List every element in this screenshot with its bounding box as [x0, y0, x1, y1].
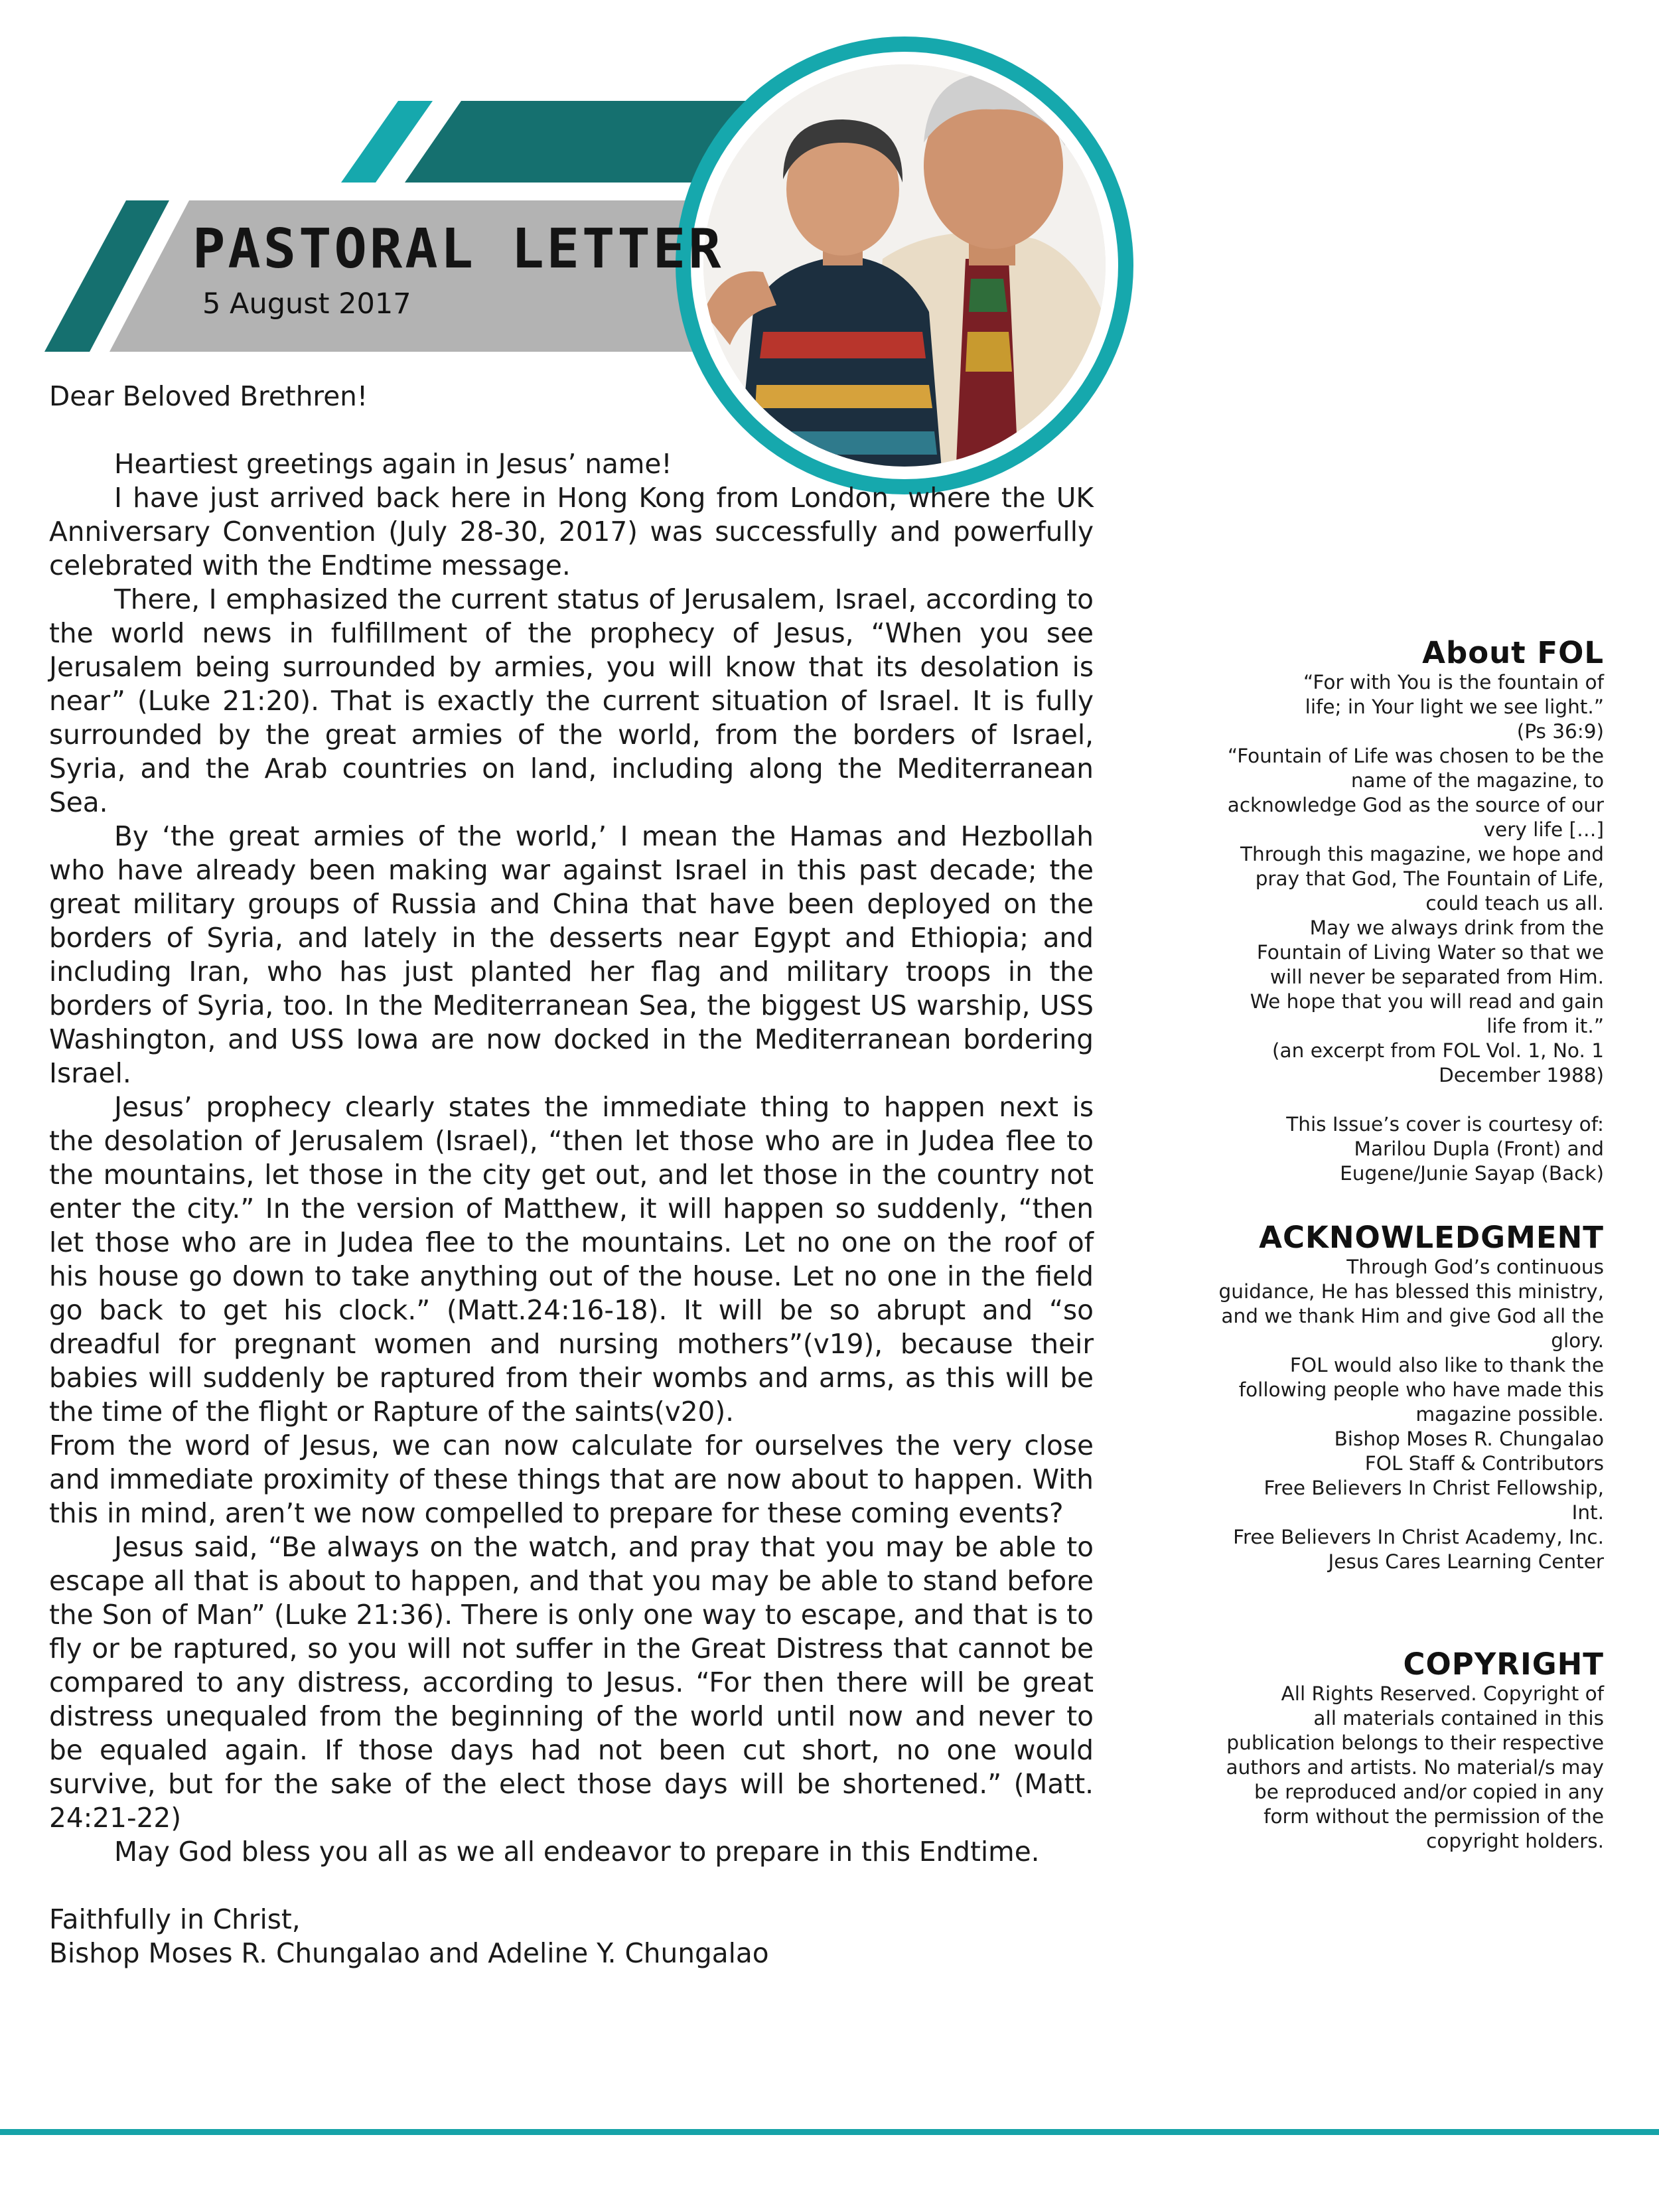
about-line: (an excerpt from FOL Vol. 1, No. 1 [1272, 1039, 1604, 1062]
acknowledgment-heading: ACKNOWLEDGMENT [1259, 1220, 1604, 1255]
copyright-line: be reproduced and/or copied in any [1254, 1781, 1604, 1803]
ack-line: following people who have made this [1238, 1378, 1604, 1401]
ack-line: and we thank Him and give God all the [1221, 1305, 1604, 1327]
copyright-line: all materials contained in this [1313, 1707, 1604, 1730]
about-line: May we always drink from the [1309, 917, 1604, 939]
about-line: (Ps 36:9) [1516, 720, 1604, 743]
about-line: “Fountain of Life was chosen to be the [1227, 745, 1604, 767]
letter-signature: Bishop Moses R. Chungalao and Adeline Y. Chungalao [49, 1937, 769, 1969]
letter-paragraph: There, I emphasized the current status of Jerusalem, Israel, according to the world news in fulfillment of the prophecy of Jesus, “When you see Jerusalem being surrounded by armies, you will know that its desolation is near” (Luke 21:20). That is exactly the current situation of Israel. It is fully surrounded by the great armies of the world, from the borders of Israel, Syria, and the Arab countries on land, including along the Mediterranean Sea. [49, 583, 1094, 818]
about-line: pray that God, The Fountain of Life, [1255, 867, 1604, 890]
ack-line: Free Believers In Christ Academy, Inc. [1233, 1526, 1604, 1548]
ack-line: Through God’s continuous [1346, 1256, 1604, 1278]
about-line: name of the magazine, to [1350, 769, 1604, 792]
cover-line: This Issue’s cover is courtesy of: [1286, 1113, 1604, 1136]
about-line: acknowledge God as the source of our [1227, 794, 1604, 816]
copyright-line: form without the permission of the [1263, 1805, 1604, 1828]
footer-divider [0, 2129, 1659, 2135]
ack-line: Jesus Cares Learning Center [1328, 1550, 1604, 1573]
cover-line: Marilou Dupla (Front) and [1354, 1138, 1604, 1160]
copyright-line: All Rights Reserved. Copyright of [1281, 1682, 1604, 1705]
letter-paragraph: Heartiest greetings again in Jesus’ name! [114, 448, 672, 480]
ack-line: Free Believers In Christ Fellowship, [1263, 1477, 1604, 1499]
letter-paragraph: From the word of Jesus, we can now calculate for ourselves the very close and immediate proximity of these things that are now about to happen. With this in mind, aren’t we now compelled to prepare for these coming events? [49, 1430, 1094, 1529]
ack-line: FOL Staff & Contributors [1364, 1452, 1604, 1475]
copyright-heading: COPYRIGHT [1403, 1647, 1604, 1682]
copyright-line: authors and artists. No material/s may [1226, 1756, 1604, 1779]
about-line: life from it.” [1486, 1015, 1604, 1037]
about-line: will never be separated from Him. [1269, 966, 1604, 988]
about-line: December 1988) [1439, 1064, 1604, 1086]
letter-paragraph: I have just arrived back here in Hong Kong from London, where the UK Anniversary Convention (July 28-30, 2017) was successfully and powerfully celebrated with the Endtime message. [49, 482, 1094, 581]
pastoral-letter-body [49, 380, 1094, 1970]
about-line: Fountain of Living Water so that we [1256, 941, 1604, 964]
acknowledgment-text [1178, 1255, 1604, 1574]
cover-line: Eugene/Junie Sayap (Back) [1340, 1162, 1604, 1185]
about-line: “For with You is the fountain of [1303, 671, 1604, 694]
about-line: very life […] [1483, 818, 1604, 841]
about-line: We hope that you will read and gain [1250, 990, 1604, 1013]
cover-credit [1178, 1112, 1604, 1186]
about-line: Through this magazine, we hope and [1240, 843, 1604, 865]
letter-paragraph: By ‘the great armies of the world,’ I mean the Hamas and Hezbollah who have already been making war against Israel in this past decade; the great military groups of Russia and China that have been deployed on the borders of Syria, and lately in the desserts near Egypt and Ethiopia; and including Iran, who has just planted her flag and military troops in the borders of Syria, too. In the Mediterranean Sea, the biggest US warship, USS Washington, and USS Iowa are now docked in the Mediterranean bordering Israel. [49, 820, 1094, 1089]
letter-date: 5 August 2017 [202, 287, 411, 321]
copyright-text [1178, 1682, 1604, 1854]
ack-line: guidance, He has blessed this ministry, [1218, 1280, 1604, 1303]
about-fol-text [1178, 670, 1604, 1088]
letter-closing: Faithfully in Christ, [49, 1903, 301, 1935]
ack-line: Int. [1571, 1501, 1604, 1524]
copyright-line: publication belongs to their respective [1226, 1732, 1604, 1754]
letter-paragraph: Jesus said, “Be always on the watch, and pray that you may be able to escape all that is about to happen, and that you may be able to stand before the Son of Man” (Luke 21:36). There is only one way to escape, and that is to fly or be raptured, so you will not suffer in the Great Distress that cannot be compared to any distress, according to Jesus. “For then there will be great distress unequaled from the beginning of the world until now and never to be equaled again. If those days had not been cut short, no one would survive, but for the sake of the elect those days will be shortened.” (Matt. 24:21-22) [49, 1531, 1094, 1834]
ack-line: Bishop Moses R. Chungalao [1334, 1428, 1604, 1450]
ack-line: glory. [1551, 1329, 1604, 1352]
copyright-line: copyright holders. [1426, 1830, 1604, 1852]
letter-salutation: Dear Beloved Brethren! [49, 380, 368, 412]
letter-paragraph: Jesus’ prophecy clearly states the immediate thing to happen next is the desolation of Jerusalem (Israel), “then let those who are in Judea flee to the mountains, let those in the city get out, and let those in the country not enter the city.” In the version of Matthew, it will happen so suddenly, “then let those who are in Judea flee to the mountains. Let no one on the roof of his house go down to take anything out of the house. Let no one in the field go back to get his clock.” (Matt.24:16-18). It will be so abrupt and “so dreadful for pregnant women and nursing mothers”(v19), because their babies will suddenly be raptured from their wombs and arms, as this will be the time of the flight or Rapture of the saints(v20). [49, 1091, 1094, 1428]
about-line: life; in Your light we see light.” [1305, 696, 1604, 718]
ack-line: magazine possible. [1415, 1403, 1604, 1426]
about-line: could teach us all. [1425, 892, 1604, 915]
page-title: PASTORAL LETTER [192, 218, 724, 281]
sidebar [1178, 636, 1604, 1854]
ack-line: FOL would also like to thank the [1289, 1354, 1604, 1376]
about-fol-heading: About FOL [1422, 635, 1604, 670]
letter-paragraph: May God bless you all as we all endeavor to prepare in this Endtime. [114, 1836, 1040, 1868]
